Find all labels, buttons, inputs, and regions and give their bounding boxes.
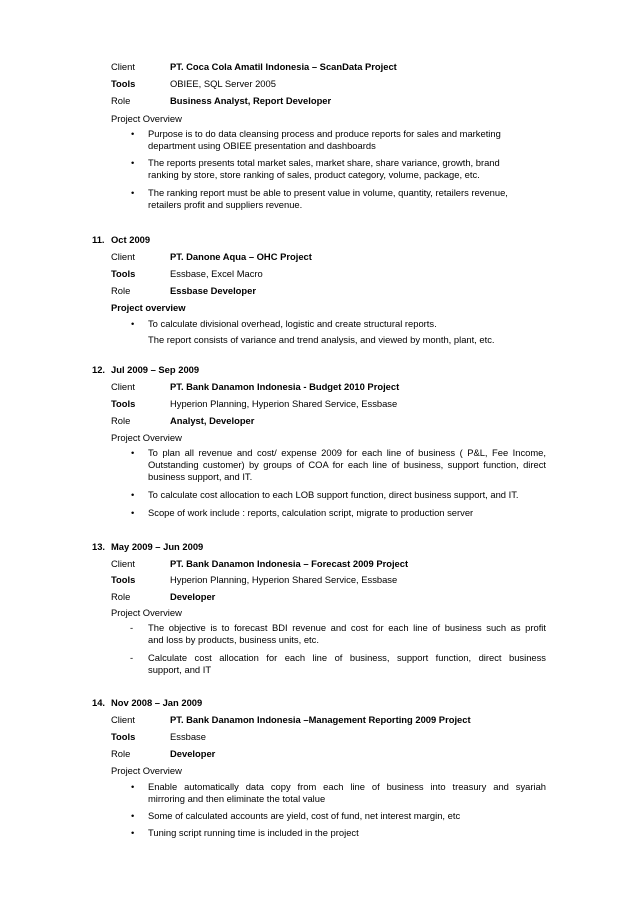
client-value: PT. Bank Danamon Indonesia – Forecast 2009 Project — [170, 558, 409, 569]
tools-value: Essbase — [170, 731, 206, 742]
dash-icon: - — [130, 652, 134, 663]
project-number: 14. — [92, 697, 106, 708]
client-label: Client — [111, 61, 135, 72]
tools-value: Essbase, Excel Macro — [170, 268, 263, 279]
client-label: Client — [111, 381, 135, 392]
tools-value: Hyperion Planning, Hyperion Shared Service, Essbase — [170, 398, 398, 409]
project-date: Oct 2009 — [111, 234, 151, 245]
dash-icon: - — [130, 622, 134, 633]
overview-item: Enable automatically data copy from each line of business into treasury and syariah — [148, 781, 546, 792]
overview-item-cont: business support, and IT. — [148, 471, 253, 482]
project-number: 13. — [92, 541, 106, 552]
bullet-icon: • — [131, 781, 135, 792]
overview-item: Purpose is to do data cleansing process and produce reports for sales and marketing — [148, 128, 501, 139]
role-label: Role — [111, 285, 131, 296]
project-number: 11. — [92, 234, 105, 245]
overview-item: To plan all revenue and cost/ expense 2009 for each line of business ( P&L, Fee Income, — [148, 447, 546, 458]
tools-value: Hyperion Planning, Hyperion Shared Service, Essbase — [170, 574, 398, 585]
bullet-icon: • — [131, 187, 135, 198]
project-number: 12. — [92, 364, 106, 375]
bullet-icon: • — [131, 157, 135, 168]
tools-label: Tools — [111, 268, 136, 279]
overview-item: Scope of work include : reports, calculation script, migrate to production server — [148, 507, 474, 518]
overview-item-cont: and loss by products, business units, etc. — [148, 634, 319, 645]
role-value: Business Analyst, Report Developer — [170, 95, 332, 106]
tools-label: Tools — [111, 731, 136, 742]
overview-item: The ranking report must be able to present value in volume, quantity, retailers revenue, — [148, 187, 508, 198]
role-label: Role — [111, 748, 131, 759]
overview-item-cont: support, and IT — [148, 664, 212, 675]
role-label: Role — [111, 415, 131, 426]
project-date: Jul 2009 – Sep 2009 — [111, 364, 200, 375]
overview-label: Project Overview — [111, 765, 182, 776]
overview-item-cont: mirroring and then eliminate the total value — [148, 793, 326, 804]
overview-label: Project Overview — [111, 113, 182, 124]
overview-item-cont: department using OBIEE presentation and dashboards — [148, 140, 376, 151]
tools-label: Tools — [111, 398, 136, 409]
client-label: Client — [111, 558, 135, 569]
tools-label: Tools — [111, 574, 136, 585]
overview-item-cont: The report consists of variance and trend analysis, and viewed by month, plant, etc. — [148, 334, 495, 345]
role-value: Analyst, Developer — [170, 415, 255, 426]
overview-item: The objective is to forecast BDI revenue and cost for each line of business such as profit — [148, 622, 546, 633]
role-value: Essbase Developer — [170, 285, 256, 296]
client-value: PT. Bank Danamon Indonesia - Budget 2010 Project — [170, 381, 400, 392]
overview-item-cont: Outstanding customer) by groups of COA for each line of business, support function, direct — [148, 459, 546, 470]
tools-value: OBIEE, SQL Server 2005 — [170, 78, 276, 89]
bullet-icon: • — [131, 128, 135, 139]
overview-item-cont: ranking by store, store ranking of sales, product category, volume, package, etc. — [148, 169, 480, 180]
role-label: Role — [111, 591, 131, 602]
overview-item-cont: retailers profit and suppliers revenue. — [148, 199, 303, 210]
bullet-icon: • — [131, 507, 135, 518]
client-value: PT. Danone Aqua – OHC Project — [170, 251, 312, 262]
bullet-icon: • — [131, 827, 135, 838]
project-date: Nov 2008 – Jan 2009 — [111, 697, 203, 708]
client-label: Client — [111, 251, 135, 262]
client-value: PT. Coca Cola Amatil Indonesia – ScanData Project — [170, 61, 397, 72]
role-value: Developer — [170, 748, 216, 759]
bullet-icon: • — [131, 489, 135, 500]
overview-label: Project Overview — [111, 432, 182, 443]
overview-label: Project overview — [111, 302, 186, 313]
client-value: PT. Bank Danamon Indonesia –Management Reporting 2009 Project — [170, 714, 471, 725]
role-value: Developer — [170, 591, 216, 602]
role-label: Role — [111, 95, 131, 106]
overview-item: Calculate cost allocation for each line of business, support function, direct business — [148, 652, 546, 663]
project-date: May 2009 – Jun 2009 — [111, 541, 204, 552]
overview-item: Tuning script running time is included in the project — [148, 827, 359, 838]
overview-label: Project Overview — [111, 607, 182, 618]
bullet-icon: • — [131, 447, 135, 458]
overview-item: To calculate cost allocation to each LOB support function, direct business support, and IT. — [148, 489, 519, 500]
bullet-icon: • — [131, 810, 135, 821]
client-label: Client — [111, 714, 135, 725]
overview-item: To calculate divisional overhead, logistic and create structural reports. — [148, 318, 437, 329]
bullet-icon: • — [131, 318, 135, 329]
overview-item: The reports presents total market sales, market share, share variance, growth, brand — [148, 157, 500, 168]
tools-label: Tools — [111, 78, 136, 89]
overview-item: Some of calculated accounts are yield, cost of fund, net interest margin, etc — [148, 810, 461, 821]
